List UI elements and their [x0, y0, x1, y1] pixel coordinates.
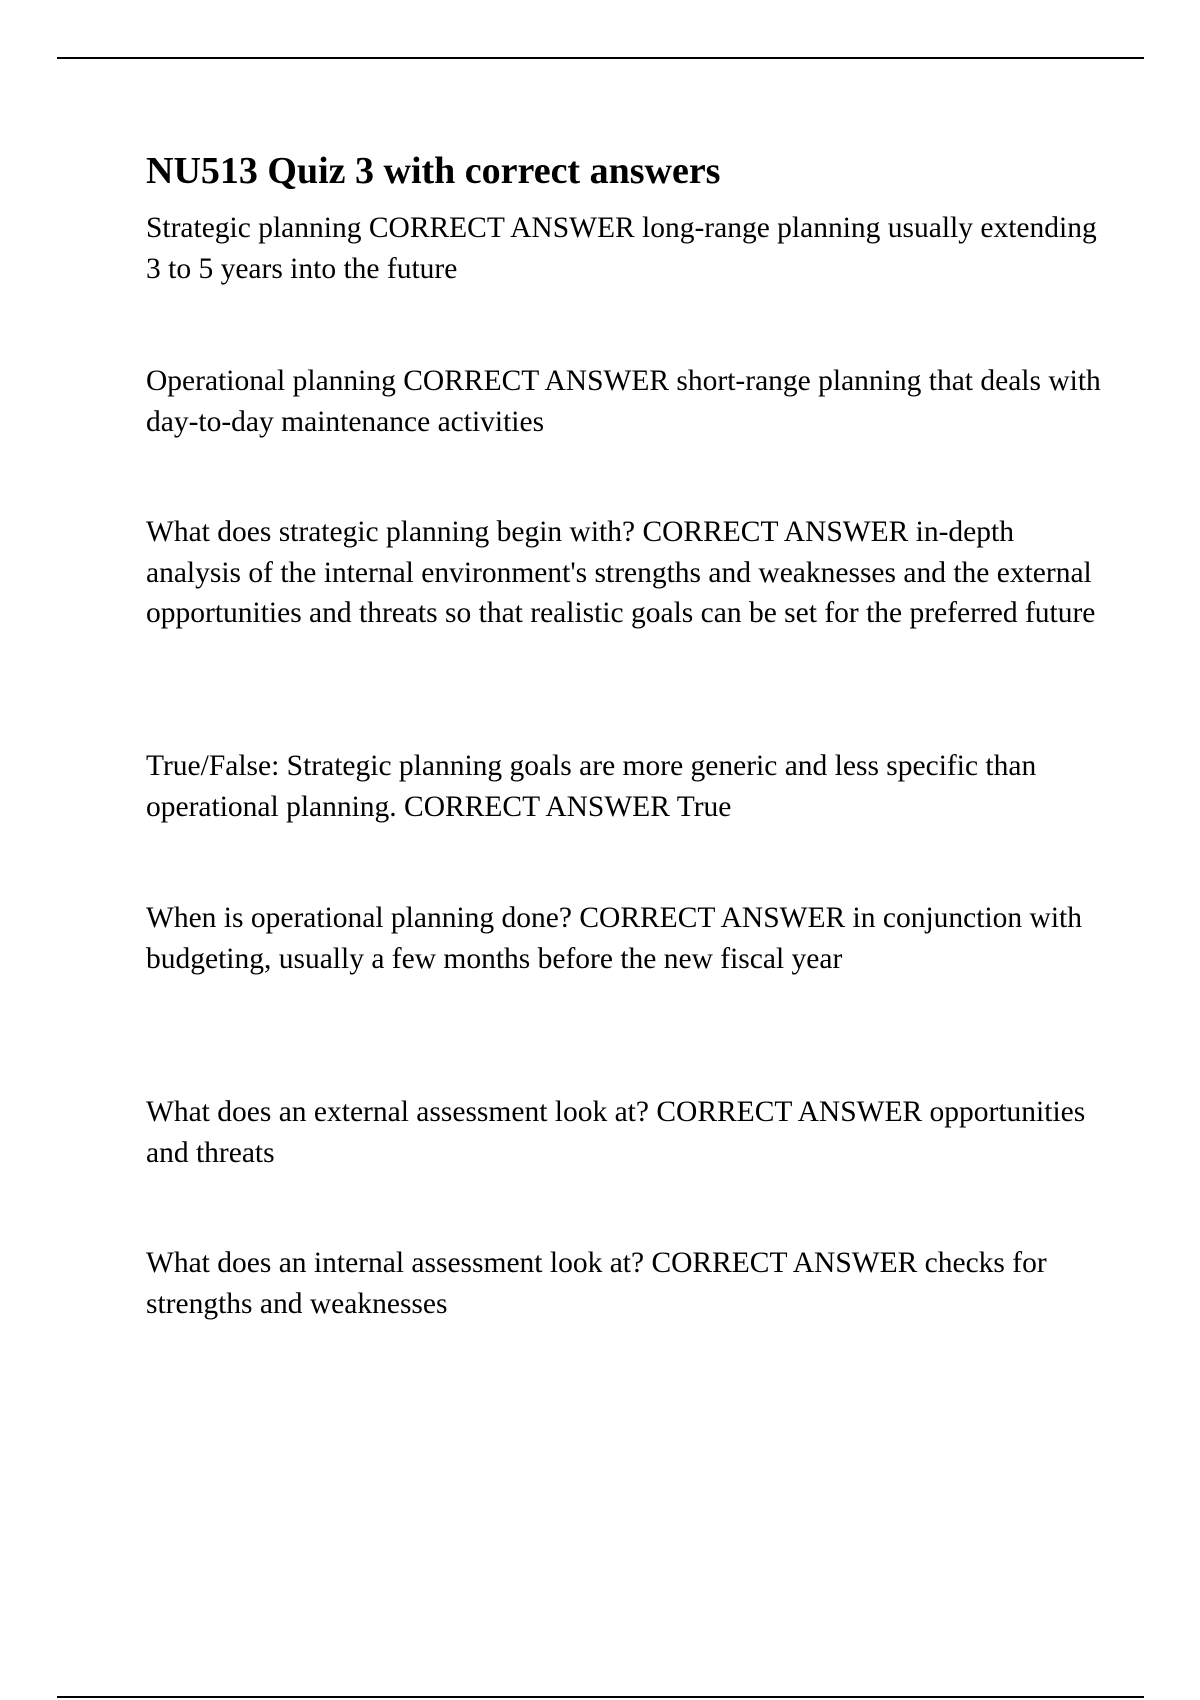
qa-item: What does an internal assessment look at? CORRECT ANSWER checks for strengths and weaknesses	[146, 1247, 1047, 1320]
document-title: NU513 Quiz 3 with correct answers	[146, 150, 721, 192]
footer-rule	[57, 1696, 1144, 1698]
qa-item: Operational planning CORRECT ANSWER short-range planning that deals with day-to-day maintenance activities	[146, 365, 1101, 438]
qa-item: When is operational planning done? CORRECT ANSWER in conjunction with budgeting, usually a few months before the new fiscal year	[146, 902, 1082, 975]
qa-item: True/False: Strategic planning goals are more generic and less specific than operational planning. CORRECT ANSWER True	[146, 750, 1037, 823]
document-body	[146, 146, 1106, 1320]
qa-item: Strategic planning CORRECT ANSWER long-range planning usually extending 3 to 5 years into the future	[146, 212, 1097, 285]
header-rule	[57, 57, 1144, 59]
qa-item: What does an external assessment look at? CORRECT ANSWER opportunities and threats	[146, 1096, 1086, 1169]
qa-item: What does strategic planning begin with? CORRECT ANSWER in-depth analysis of the internal environment's strengths and weaknesses and the external opportunities and threats so that realistic goals can be set for the preferred future	[146, 516, 1096, 629]
